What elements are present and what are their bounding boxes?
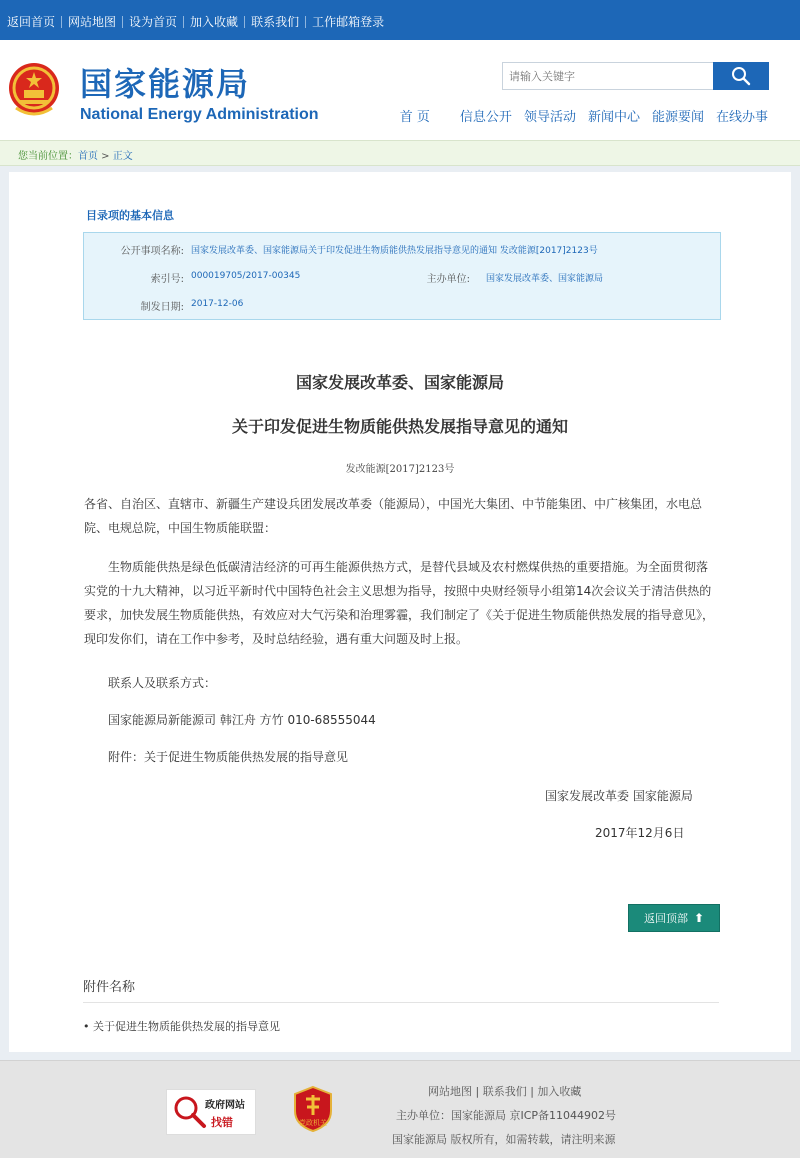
index-value: 000019705/2017-00345 (191, 271, 301, 281)
gov-badge-line1: 政府网站 (205, 1100, 245, 1111)
breadcrumb (0, 140, 800, 166)
divider (122, 16, 123, 28)
attachment-link-label: 关于促进生物质能供热发展的指导意见 (93, 1020, 280, 1033)
signature-date: 2017年12月6日 (595, 826, 685, 840)
search-button[interactable] (713, 62, 769, 90)
top-link-mail-login[interactable]: 工作邮箱登录 (312, 15, 385, 29)
breadcrumb-separator: > (98, 151, 113, 162)
gov-site-error-report-badge[interactable] (166, 1089, 256, 1135)
divider (244, 16, 245, 28)
breadcrumb-home[interactable]: 首页 (78, 151, 98, 162)
site-logo-english[interactable]: National Energy Administration (80, 106, 319, 123)
top-link-set-homepage[interactable]: 设为首页 (129, 15, 178, 29)
article-addressee: 各省、自治区、直辖市、新疆生产建设兵团发展改革委（能源局），中国光大集团、中节能集团、中广核集团，水电总院、电规总院，中国生物质能联盟： (84, 497, 703, 535)
search-icon (731, 66, 751, 86)
divider: | (475, 1085, 483, 1098)
top-link-contact[interactable]: 联系我们 (251, 15, 300, 29)
nav-home[interactable]: 首 页 (399, 110, 430, 125)
attachments-title: 附件名称 (83, 980, 136, 995)
nav-online-services[interactable]: 在线办事 (715, 110, 768, 125)
party-badge-label: 党政机关 (299, 1119, 327, 1127)
divider (83, 1002, 719, 1003)
public-name-label: 公开事项名称: (120, 246, 184, 257)
nav-leadership[interactable]: 领导活动 (523, 110, 576, 125)
issuer-value: 国家发展改革委、国家能源局 (486, 274, 604, 284)
arrow-up-icon: ⬆ (693, 911, 705, 925)
nav-energy-news[interactable]: 能源要闻 (651, 110, 704, 125)
gov-badge-line2: 找错 (211, 1116, 233, 1129)
date-value: 2017-12-06 (191, 299, 244, 309)
top-link-favorite[interactable]: 加入收藏 (190, 15, 239, 29)
footer-host-info: 主办单位：国家能源局 京ICP备11044902号 (396, 1109, 617, 1122)
divider (305, 16, 306, 28)
national-emblem-icon (8, 60, 60, 118)
bullet-icon: • (83, 1020, 90, 1033)
info-box (83, 232, 721, 320)
footer-copyright: 国家能源局 版权所有，如需转载，请注明来源 (392, 1133, 616, 1146)
main-nav (400, 106, 768, 125)
site-logo-chinese[interactable]: 国家能源局 (80, 65, 251, 103)
info-heading: 目录项的基本信息 (86, 209, 174, 222)
signature: 国家发展改革委 国家能源局 (545, 789, 693, 803)
site-header (0, 40, 800, 140)
breadcrumb-current[interactable]: 正文 (112, 151, 133, 162)
index-label: 索引号: (150, 274, 184, 285)
search-box (502, 62, 768, 90)
footer-link-sitemap[interactable]: 网站地图 (428, 1085, 472, 1098)
main-content (9, 172, 791, 1052)
top-link-sitemap[interactable]: 网站地图 (68, 15, 117, 29)
search-input[interactable] (502, 62, 714, 90)
party-government-badge[interactable] (292, 1085, 334, 1133)
date-label: 制发日期: (140, 302, 184, 313)
divider: | (530, 1085, 538, 1098)
footer-links (428, 1083, 581, 1099)
breadcrumb-prefix: 您当前位置： (18, 151, 78, 162)
footer-link-favorite[interactable]: 加入收藏 (537, 1085, 582, 1098)
footer-link-contact[interactable]: 联系我们 (482, 1085, 527, 1098)
article-body: 生物质能供热是绿色低碳清洁经济的可再生能源供热方式，是替代县域及农村燃煤供热的重要措施。为全面贯彻落实党的十九大精神，以习近平新时代中国特色社会主义思想为指导，按照中央财经领导小组第14次会议关于清洁供热的要求，加快发展生物质能供热，有效应对大气污染和治理雾霾，我们制定了《关于促进生物质能供热发展的指导意见》，现印发你们，请在工作中参考，及时总结经验，遇有重大问题及时上报。 (84, 560, 715, 646)
top-links (7, 13, 384, 30)
back-to-top-button[interactable] (628, 904, 720, 932)
top-bar (0, 0, 800, 40)
attachment-note: 附件：关于促进生物质能供热发展的指导意见 (108, 750, 349, 764)
public-name-value: 国家发展改革委、国家能源局关于印发促进生物质能供热发展指导意见的通知 发改能源[2017]2123号 (191, 246, 598, 256)
top-link-home[interactable]: 返回首页 (7, 15, 56, 29)
magnifier-badge-icon (173, 1095, 207, 1129)
nav-info-disclosure[interactable]: 信息公开 (459, 110, 512, 125)
site-footer (0, 1060, 800, 1158)
nav-news-center[interactable]: 新闻中心 (587, 110, 640, 125)
divider (61, 16, 62, 28)
contact-label: 联系人及联系方式： (108, 676, 217, 690)
article-title-line2: 关于印发促进生物质能供热发展指导意见的通知 (231, 417, 568, 436)
document-number: 发改能源[2017]2123号 (345, 464, 455, 475)
contact-info: 国家能源局新能源司 韩江舟 方竹 010-68555044 (108, 713, 376, 727)
issuer-label: 主办单位: (426, 274, 470, 285)
attachment-link[interactable] (83, 1018, 280, 1034)
article-title-line1: 国家发展改革委、国家能源局 (295, 373, 504, 392)
back-to-top-label: 返回顶部 (643, 912, 688, 925)
divider (183, 16, 184, 28)
